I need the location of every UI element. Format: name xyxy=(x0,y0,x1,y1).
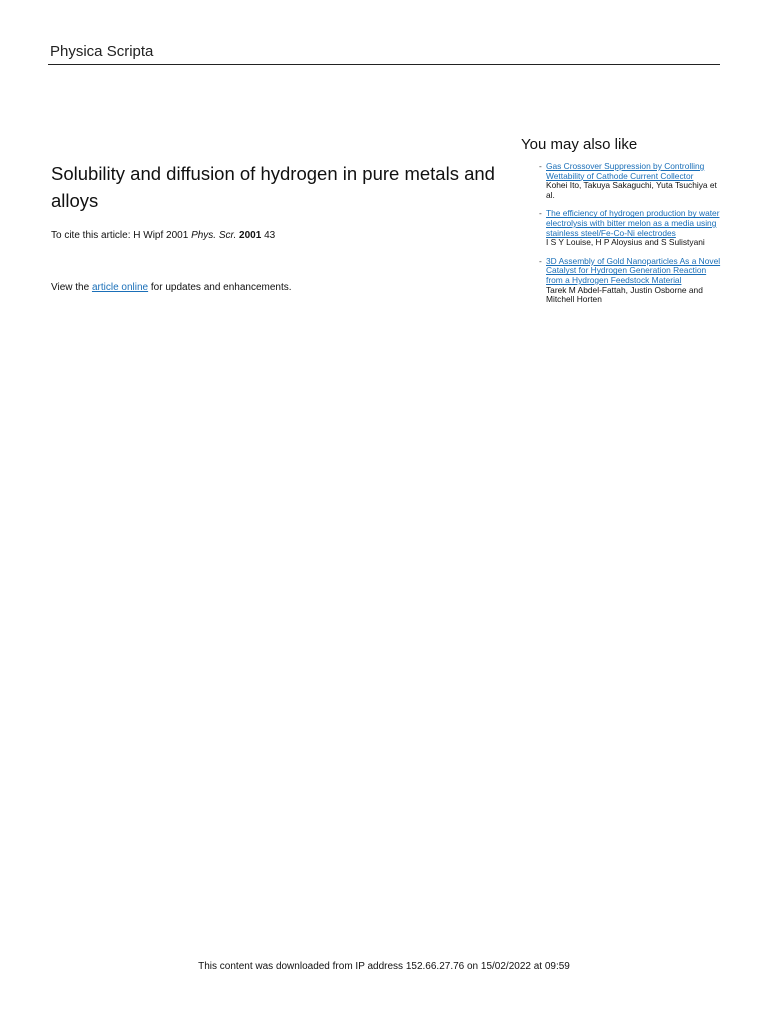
sidebar-heading: You may also like xyxy=(521,136,638,153)
related-list xyxy=(521,162,721,305)
article-info xyxy=(51,160,511,243)
bullet-dash: - xyxy=(539,161,542,171)
related-item xyxy=(521,209,721,247)
bullet-dash: - xyxy=(539,208,542,219)
citation-prefix: To cite this article: H Wipf 2001 xyxy=(51,230,192,241)
related-item-authors: Kohei Ito, Takuya Sakaguchi, Yuta Tsuchiya et al. xyxy=(546,180,717,200)
related-item-authors: I S Y Louise, H P Aloysius and S Sulistyani xyxy=(546,237,705,248)
article-title: Solubility and diffusion of hydrogen in pure metals and alloys xyxy=(51,163,495,211)
bullet-dash: - xyxy=(539,255,542,266)
view-suffix: for updates and enhancements. xyxy=(148,282,292,293)
related-item-title-link[interactable]: 3D Assembly of Gold Nanoparticles As a Novel Catalyst for Hydrogen Generation Reaction from a Hydrogen Feedstock Material xyxy=(546,255,721,285)
related-articles-sidebar xyxy=(521,136,721,314)
related-item-title-link[interactable]: The efficiency of hydrogen production by water electrolysis with bitter melon as a media using stainless steel/Fe-Co-Ni electrodes xyxy=(546,208,720,238)
citation-volume: 43 xyxy=(261,230,276,241)
journal-name: Physica Scripta xyxy=(50,43,154,60)
related-item xyxy=(521,257,721,305)
related-item xyxy=(521,162,721,200)
view-online-line xyxy=(51,281,292,295)
journal-header xyxy=(48,42,720,65)
related-item-authors: Tarek M Abdel-Fattah, Justin Osborne and Mitchell Horten xyxy=(546,284,703,305)
citation-line xyxy=(51,229,511,243)
article-online-link[interactable]: article online xyxy=(91,282,149,293)
citation-year: 2001 xyxy=(239,230,262,241)
citation-journal: Phys. Scr. xyxy=(191,230,237,241)
related-item-title-link[interactable]: Gas Crossover Suppression by Controlling Wettability of Cathode Current Collector xyxy=(546,161,705,181)
view-prefix: View the xyxy=(51,282,92,293)
download-note: This content was downloaded from IP address 152.66.27.76 on 15/02/2022 at 09:59 xyxy=(198,961,570,972)
